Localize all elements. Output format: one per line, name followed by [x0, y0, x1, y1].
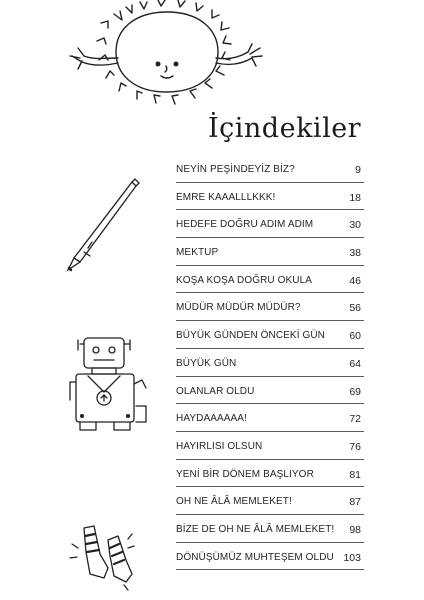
toc-row[interactable] [176, 465, 364, 493]
toc-page-number: 69 [349, 385, 361, 398]
toc-page-number: 87 [349, 496, 361, 509]
toc-divider [176, 486, 364, 487]
toc-page-number: 64 [349, 357, 361, 370]
toc-chapter-title[interactable]: HEDEFE DOĞRU ADIM ADIM [176, 219, 314, 231]
toc-chapter-title[interactable]: NEYİN PEŞİNDEYİZ BİZ? [176, 164, 295, 175]
toc-page-number: 60 [349, 330, 361, 343]
toc-row[interactable] [176, 548, 364, 576]
toc-divider [176, 459, 364, 460]
smiling-sun-illustration [62, 0, 282, 112]
toc-chapter-title[interactable]: YENİ BİR DÖNEM BAŞLIYOR [176, 468, 314, 480]
toc-chapter-title[interactable]: BÜYÜK GÜN [176, 357, 237, 369]
toc-chapter-title[interactable]: MÜDÜR MÜDÜR MÜDÜR? [176, 302, 301, 314]
toc-page-number: 9 [355, 164, 361, 176]
toc-chapter-title[interactable]: OLANLAR OLDU [176, 385, 255, 397]
toc-row[interactable] [176, 326, 364, 354]
toc-divider [176, 542, 364, 543]
toc-page-number: 56 [349, 302, 361, 315]
toc-divider [176, 348, 364, 349]
toc-page-number: 72 [349, 413, 361, 426]
toc-chapter-title[interactable]: BÜYÜK GÜNDEN ÖNCEKİ GÜN [176, 330, 325, 342]
toc-divider [176, 403, 364, 404]
toc-row[interactable] [176, 382, 364, 410]
toc-row[interactable] [176, 160, 364, 188]
toc-page-number: 18 [349, 191, 361, 204]
toc-page-number: 103 [343, 551, 361, 564]
toc-divider [176, 292, 364, 293]
toc-divider [176, 514, 364, 515]
toc-divider [176, 376, 364, 377]
toc-row[interactable] [176, 271, 364, 299]
toc-chapter-title[interactable]: MEKTUP [176, 247, 219, 259]
toc-page-number: 76 [349, 440, 361, 453]
toc-divider [176, 431, 364, 432]
toc-row[interactable] [176, 243, 364, 271]
toc-chapter-title[interactable]: HAYDAAAAAA! [176, 413, 247, 425]
pencil-illustration [62, 178, 142, 274]
page-title: İçindekiler [208, 113, 362, 144]
toc-row[interactable] [176, 298, 364, 326]
socks-illustration [68, 524, 140, 596]
toc-row[interactable] [176, 354, 364, 382]
table-of-contents [176, 160, 364, 575]
toc-row[interactable] [176, 437, 364, 465]
robot-with-medal-illustration [68, 332, 160, 440]
toc-chapter-title[interactable]: BİZE DE OH NE ÂLÂ MEMLEKET! [176, 523, 335, 535]
toc-divider [176, 237, 364, 238]
toc-row[interactable] [176, 492, 364, 520]
toc-divider [176, 320, 364, 321]
toc-row[interactable] [176, 188, 364, 216]
toc-row[interactable] [176, 409, 364, 437]
toc-page-number: 98 [349, 523, 361, 536]
toc-page-number: 30 [349, 219, 361, 232]
toc-row[interactable] [176, 215, 364, 243]
toc-divider [176, 569, 364, 570]
toc-page-number: 46 [349, 274, 361, 287]
toc-page-number: 81 [349, 468, 361, 481]
toc-divider [176, 265, 364, 266]
toc-chapter-title[interactable]: KOŞA KOŞA DOĞRU OKULA [176, 274, 313, 286]
toc-chapter-title[interactable]: HAYIRLISI OLSUN [176, 440, 263, 452]
toc-chapter-title[interactable]: EMRE KAAALLLKKK! [176, 191, 276, 203]
toc-chapter-title[interactable]: DÖNÜŞÜMÜZ MUHTEŞEM OLDU [176, 551, 334, 563]
toc-divider [176, 182, 364, 183]
toc-divider [176, 209, 364, 210]
toc-row[interactable] [176, 520, 364, 548]
toc-chapter-title[interactable]: OH NE ÂLÂ MEMLEKET! [176, 496, 292, 508]
toc-page-number: 38 [349, 247, 361, 260]
